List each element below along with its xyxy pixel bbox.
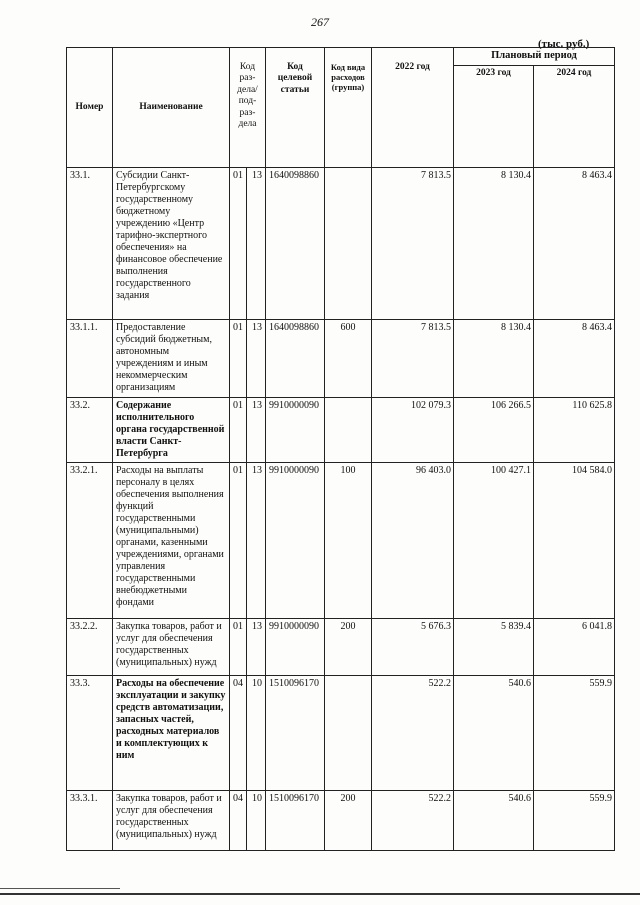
row-target-code: 1510096170	[266, 791, 325, 851]
row-target-code: 9910000090	[266, 619, 325, 676]
row-name: Закупка товаров, работ и услуг для обеспечения государственных (муниципальных) нужд	[113, 619, 230, 676]
header-name: Наименование	[113, 48, 230, 168]
row-2023: 100 427.1	[454, 463, 534, 619]
header-2023: 2023 год	[454, 66, 534, 168]
footer-divider	[0, 893, 640, 895]
header-2022: 2022 год	[372, 48, 454, 168]
row-2022: 7 813.5	[372, 320, 454, 398]
row-expense-type: 200	[325, 619, 372, 676]
row-target-code: 9910000090	[266, 398, 325, 463]
budget-table	[66, 47, 615, 851]
row-2023: 106 266.5	[454, 398, 534, 463]
row-2023: 540.6	[454, 791, 534, 851]
row-2023: 8 130.4	[454, 168, 534, 320]
row-number: 33.1.1.	[67, 320, 113, 398]
row-expense-type	[325, 398, 372, 463]
header-section-code: Код раз-дела/ под-раз-дела	[230, 48, 266, 168]
row-2022: 5 676.3	[372, 619, 454, 676]
table-row	[67, 398, 615, 463]
row-section: 01	[230, 463, 247, 619]
row-subsection: 13	[247, 619, 266, 676]
row-2022: 522.2	[372, 676, 454, 791]
row-name: Предоставление субсидий бюджетным, автономным учреждениям и иным некоммерческим организациям	[113, 320, 230, 398]
row-2022: 522.2	[372, 791, 454, 851]
row-2024: 6 041.8	[534, 619, 615, 676]
row-target-code: 9910000090	[266, 463, 325, 619]
header-number: Номер	[67, 48, 113, 168]
row-2024: 559.9	[534, 676, 615, 791]
units-label: (тыс. руб.)	[538, 38, 590, 50]
row-section: 04	[230, 791, 247, 851]
row-expense-type: 200	[325, 791, 372, 851]
row-expense-type	[325, 168, 372, 320]
row-number: 33.1.	[67, 168, 113, 320]
row-target-code: 1640098860	[266, 320, 325, 398]
row-name: Субсидии Санкт-Петербургскому государственному бюджетному учреждению «Центр тарифно-экспертного обеспечения» на финансовое обеспечение выполнения государственного задания	[113, 168, 230, 320]
row-section: 01	[230, 398, 247, 463]
row-subsection: 10	[247, 676, 266, 791]
row-2024: 8 463.4	[534, 320, 615, 398]
row-number: 33.3.1.	[67, 791, 113, 851]
row-2024: 104 584.0	[534, 463, 615, 619]
row-section: 01	[230, 168, 247, 320]
table-row	[67, 676, 615, 791]
table-row	[67, 791, 615, 851]
table-row	[67, 320, 615, 398]
table-row	[67, 619, 615, 676]
row-2024: 559.9	[534, 791, 615, 851]
row-subsection: 13	[247, 463, 266, 619]
row-name: Расходы на выплаты персоналу в целях обеспечения выполнения функций государственными (муниципальными) органами, казенными учреждениями, органами управления государственными внебюджетными фондами	[113, 463, 230, 619]
table-row	[67, 463, 615, 619]
row-subsection: 13	[247, 320, 266, 398]
row-2022: 102 079.3	[372, 398, 454, 463]
scan-artifact-line	[0, 888, 120, 889]
row-2022: 96 403.0	[372, 463, 454, 619]
row-number: 33.3.	[67, 676, 113, 791]
row-section: 04	[230, 676, 247, 791]
page-number: 267	[311, 15, 329, 29]
header-target-code: Код целевой статьи	[266, 48, 325, 168]
row-2023: 540.6	[454, 676, 534, 791]
row-subsection: 13	[247, 398, 266, 463]
row-2022: 7 813.5	[372, 168, 454, 320]
row-2024: 8 463.4	[534, 168, 615, 320]
row-2023: 8 130.4	[454, 320, 534, 398]
row-subsection: 13	[247, 168, 266, 320]
row-name: Содержание исполнительного органа государственной власти Санкт-Петербурга	[113, 398, 230, 463]
row-number: 33.2.1.	[67, 463, 113, 619]
row-target-code: 1510096170	[266, 676, 325, 791]
row-number: 33.2.2.	[67, 619, 113, 676]
row-subsection: 10	[247, 791, 266, 851]
row-expense-type	[325, 676, 372, 791]
table-row	[67, 168, 615, 320]
row-2023: 5 839.4	[454, 619, 534, 676]
row-2024: 110 625.8	[534, 398, 615, 463]
row-section: 01	[230, 619, 247, 676]
row-name: Расходы на обеспечение эксплуатации и закупку средств автоматизации, запасных частей, расходных материалов и комплектующих к ним	[113, 676, 230, 791]
row-target-code: 1640098860	[266, 168, 325, 320]
row-expense-type: 600	[325, 320, 372, 398]
row-name: Закупка товаров, работ и услуг для обеспечения государственных (муниципальных) нужд	[113, 791, 230, 851]
row-number: 33.2.	[67, 398, 113, 463]
row-section: 01	[230, 320, 247, 398]
header-planned-period: Плановый период	[454, 48, 615, 66]
header-2024: 2024 год	[534, 66, 615, 168]
row-expense-type: 100	[325, 463, 372, 619]
header-expense-type: Код вида расходов (группа)	[325, 48, 372, 168]
